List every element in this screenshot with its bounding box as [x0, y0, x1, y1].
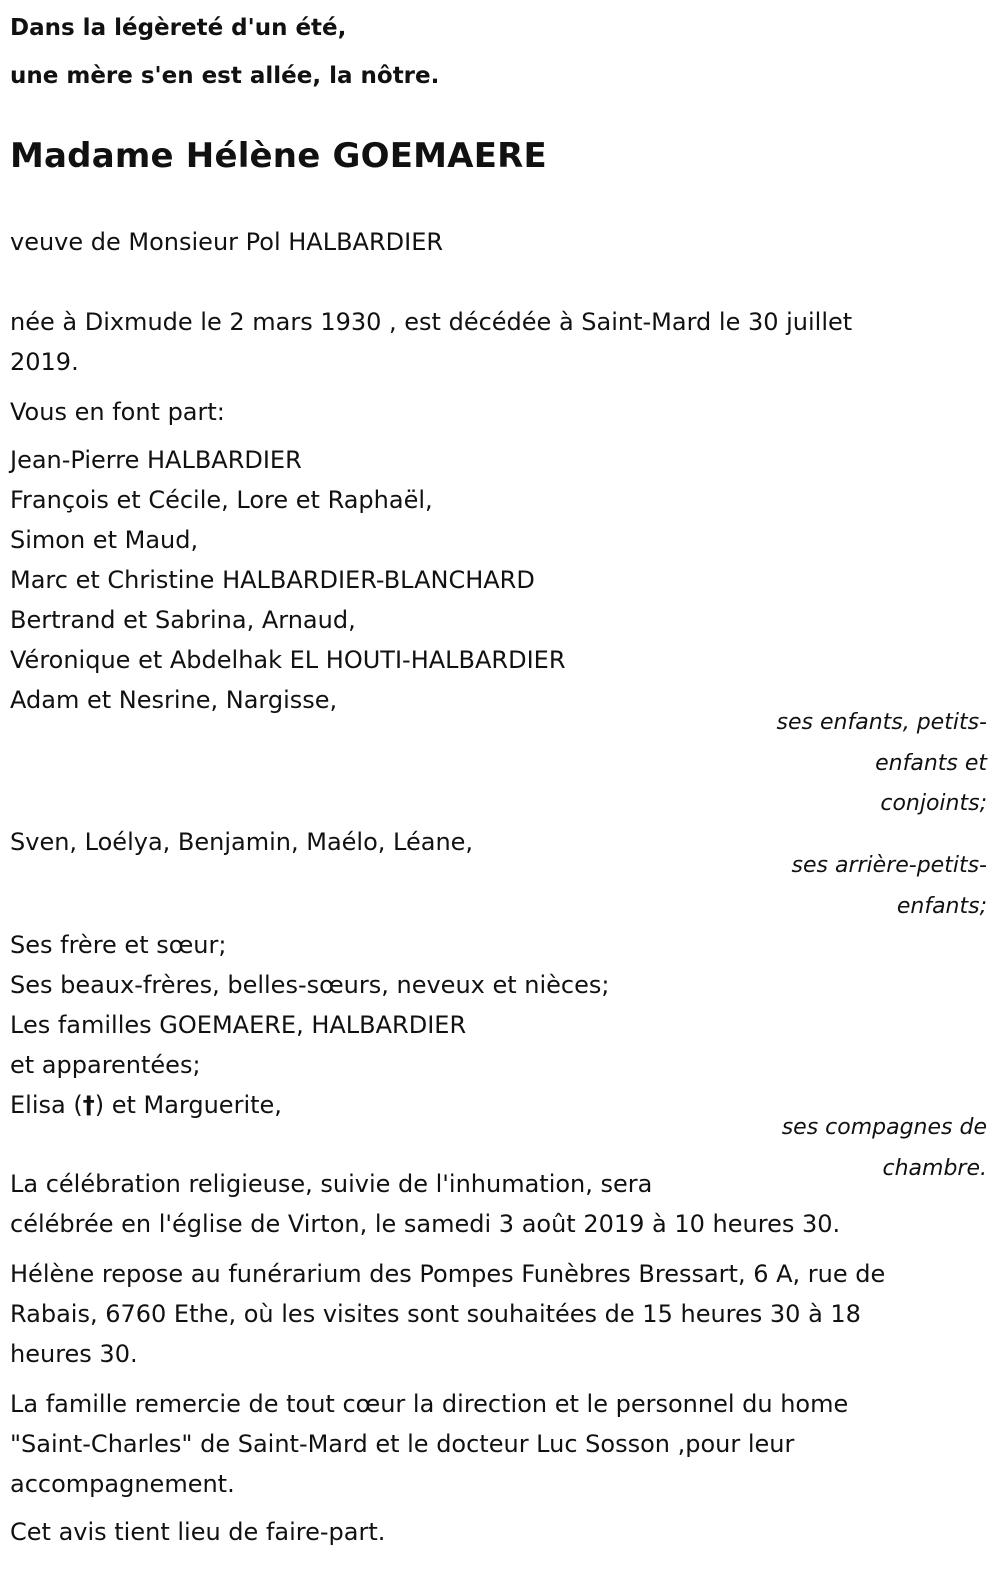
- companions-before: Elisa (: [10, 1091, 83, 1119]
- ceremony-line: célébrée en l'église de Virton, le samedi 3 août 2019 à 10 heures 30.: [10, 1210, 841, 1238]
- birth-death: [10, 302, 852, 382]
- note-line: chambre.: [882, 1155, 987, 1181]
- closing-note: Cet avis tient lieu de faire-part.: [10, 1518, 386, 1546]
- note-line: enfants et: [875, 750, 987, 776]
- funerarium-line: Hélène repose au funérarium des Pompes Funèbres Bressart, 6 A, rue de: [10, 1260, 886, 1288]
- list-item: François et Cécile, Lore et Raphaël,: [10, 486, 433, 514]
- birth-death-line: 2019.: [10, 348, 79, 376]
- birth-death-line: née à Dixmude le 2 mars 1930 , est décédée à Saint-Mard le 30 juillet: [10, 308, 853, 336]
- note-line: enfants;: [896, 893, 987, 919]
- list-item: Jean-Pierre HALBARDIER: [10, 446, 302, 474]
- ceremony-line: La célébration religieuse, suivie de l'inhumation, sera: [10, 1170, 653, 1198]
- companions-after: ) et Marguerite,: [94, 1091, 282, 1119]
- list-item: Les familles GOEMAERE, HALBARDIER: [10, 1011, 467, 1039]
- cross-icon: †: [82, 1091, 95, 1119]
- note-line: ses arrière-petits-: [791, 853, 987, 878]
- widow-of: veuve de Monsieur Pol HALBARDIER: [10, 228, 444, 256]
- thanks-paragraph: [10, 1384, 848, 1504]
- list-item: et apparentées;: [10, 1051, 201, 1079]
- list-item: Véronique et Abdelhak EL HOUTI-HALBARDIER: [10, 646, 566, 674]
- children-list: [10, 440, 566, 720]
- intro-line: Dans la légèreté d'un été,: [10, 15, 347, 41]
- list-item: Adam et Nesrine, Nargisse,: [10, 686, 338, 714]
- children-relation-note: [777, 703, 987, 825]
- intro-verse: [10, 4, 439, 100]
- note-line: ses compagnes de: [781, 1115, 987, 1140]
- list-item: Marc et Christine HALBARDIER-BLANCHARD: [10, 566, 535, 594]
- list-item: Ses beaux-frères, belles-sœurs, neveux et nièces;: [10, 971, 610, 999]
- intro-line: une mère s'en est allée, la nôtre.: [10, 63, 440, 89]
- relatives-list: [10, 925, 609, 1125]
- ceremony-info: [10, 1164, 840, 1244]
- great-grandchildren-note: [792, 846, 987, 927]
- funerarium-line: Rabais, 6760 Ethe, où les visites sont souhaitées de 15 heures 30 à 18: [10, 1300, 861, 1328]
- great-grandchildren: Sven, Loélya, Benjamin, Maélo, Léane,: [10, 828, 474, 856]
- thanks-line: "Saint-Charles" de Saint-Mard et le docteur Luc Sosson ,pour leur: [10, 1430, 795, 1458]
- list-item: [10, 1085, 609, 1125]
- announce-intro: Vous en font part:: [10, 398, 225, 426]
- list-item: Simon et Maud,: [10, 526, 199, 554]
- list-item: Bertrand et Sabrina, Arnaud,: [10, 606, 356, 634]
- note-line: ses enfants, petits-: [776, 710, 987, 735]
- list-item: Ses frère et sœur;: [10, 931, 227, 959]
- note-line: conjoints;: [880, 791, 987, 816]
- funerarium-line: heures 30.: [10, 1340, 138, 1368]
- funerarium-info: [10, 1254, 885, 1374]
- thanks-line: La famille remercie de tout cœur la direction et le personnel du home: [10, 1390, 849, 1418]
- deceased-name: Madame Hélène GOEMAERE: [10, 136, 547, 176]
- thanks-line: accompagnement.: [10, 1470, 235, 1498]
